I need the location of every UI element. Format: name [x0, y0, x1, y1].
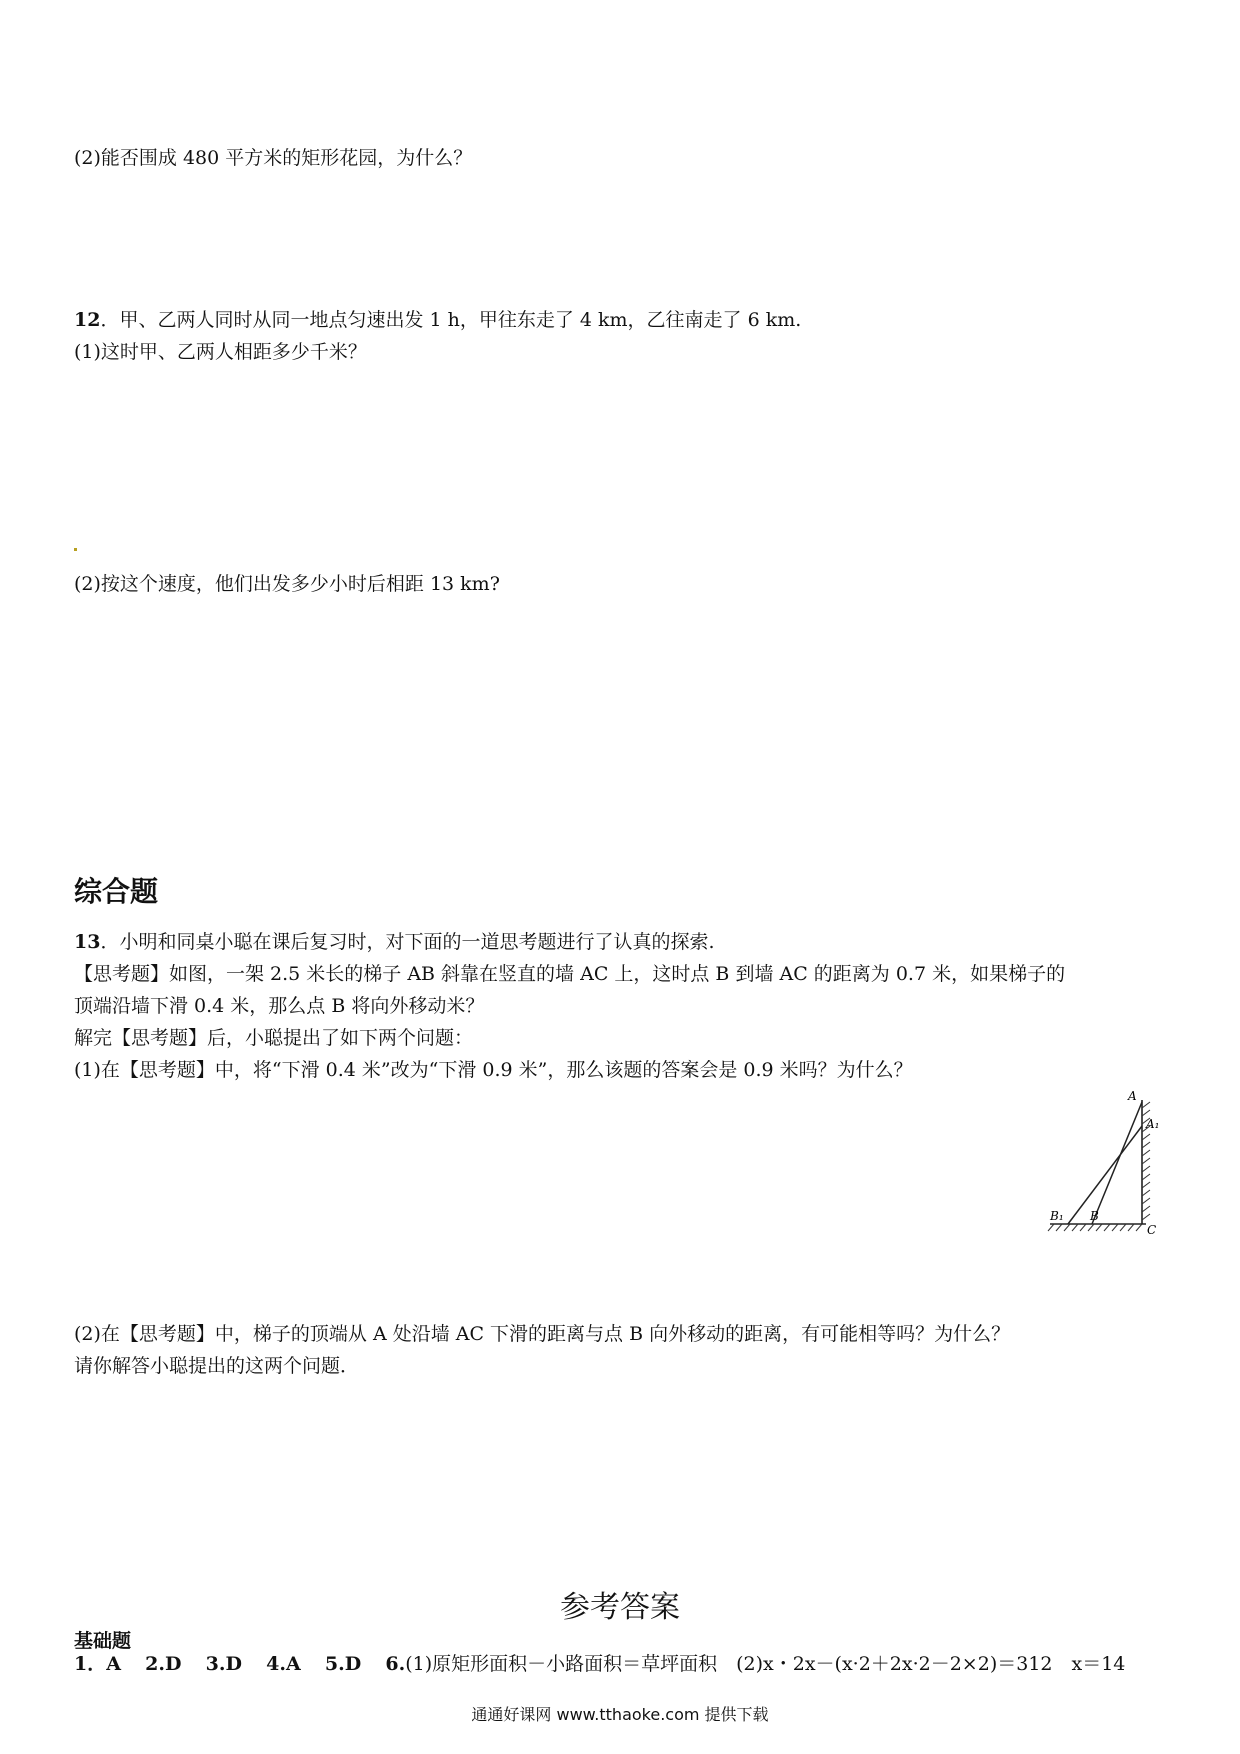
ladder-figure — [1040, 1090, 1180, 1240]
q12-part1: (1)这时甲、乙两人相距多少千米？ — [74, 341, 367, 363]
section-heading-comprehensive: 综合题 — [74, 875, 159, 908]
q13-part2: (2)在【思考题】中，梯子的顶端从 A 处沿墙 AC 下滑的距离与点 B 向外移动的距离，有可能相等吗？为什么？ — [74, 1323, 1011, 1345]
ladder-a1b1 — [1068, 1126, 1142, 1224]
q13-stem — [74, 930, 715, 954]
q13-part1: (1)在【思考题】中，将“下滑 0.4 米”改为“下滑 0.9 米”，那么该题的答案会是 0.9 米吗？为什么？ — [74, 1059, 913, 1081]
answer-6-number: 6. — [385, 1653, 406, 1675]
q13-think-line1: 【思考题】如图，一架 2.5 米长的梯子 AB 斜靠在竖直的墙 AC 上，这时点 B 到墙 AC 的距离为 0.7 米，如果梯子的 — [74, 963, 1066, 985]
label-a: A — [1128, 1090, 1137, 1103]
page-footer: 通通好课网 www.tthaoke.com 提供下载 — [471, 1705, 769, 1724]
label-a1: A₁ — [1146, 1117, 1160, 1131]
q13-intro: 解完【思考题】后，小聪提出了如下两个问题： — [74, 1027, 474, 1049]
q12-number: 12 — [74, 309, 101, 331]
q13-closing: 请你解答小聪提出的这两个问题． — [74, 1355, 360, 1377]
answer-1: 1．A — [74, 1653, 121, 1675]
answers-title: 参考答案 — [560, 1590, 680, 1625]
label-c: C — [1147, 1223, 1157, 1237]
ladder-ab — [1092, 1102, 1142, 1224]
answers-line — [74, 1652, 1125, 1676]
answer-4: 4.A — [266, 1653, 301, 1675]
q12-stem-text: ．甲、乙两人同时从同一地点匀速出发 1 h，甲往东走了 4 km，乙往南走了 6 km. — [100, 309, 802, 331]
q11-part2: (2)能否围成 480 平方米的矩形花园，为什么？ — [74, 147, 473, 169]
ground-hatching — [1048, 1224, 1142, 1231]
q13-stem-text: ．小明和同桌小聪在课后复习时，对下面的一道思考题进行了认真的探索. — [100, 931, 715, 953]
answers-basic-heading: 基础题 — [74, 1630, 132, 1652]
q13-number: 13 — [74, 931, 101, 953]
answer-3: 3.D — [205, 1653, 242, 1675]
q12-stem — [74, 308, 801, 332]
stray-mark — [74, 548, 77, 551]
label-b: B — [1090, 1209, 1099, 1223]
q12-part2: (2)按这个速度，他们出发多少小时后相距 13 km? — [74, 573, 500, 595]
label-b1: B₁ — [1050, 1209, 1064, 1223]
q13-think-line2: 顶端沿墙下滑 0.4 米，那么点 B 将向外移动米？ — [74, 995, 485, 1017]
answer-2: 2.D — [145, 1653, 182, 1675]
answer-6-text: (1)原矩形面积－小路面积＝草坪面积 (2)x・2x－(x·2＋2x·2－2×2)＝312 x＝14 — [405, 1653, 1126, 1675]
answer-5: 5.D — [324, 1653, 362, 1675]
